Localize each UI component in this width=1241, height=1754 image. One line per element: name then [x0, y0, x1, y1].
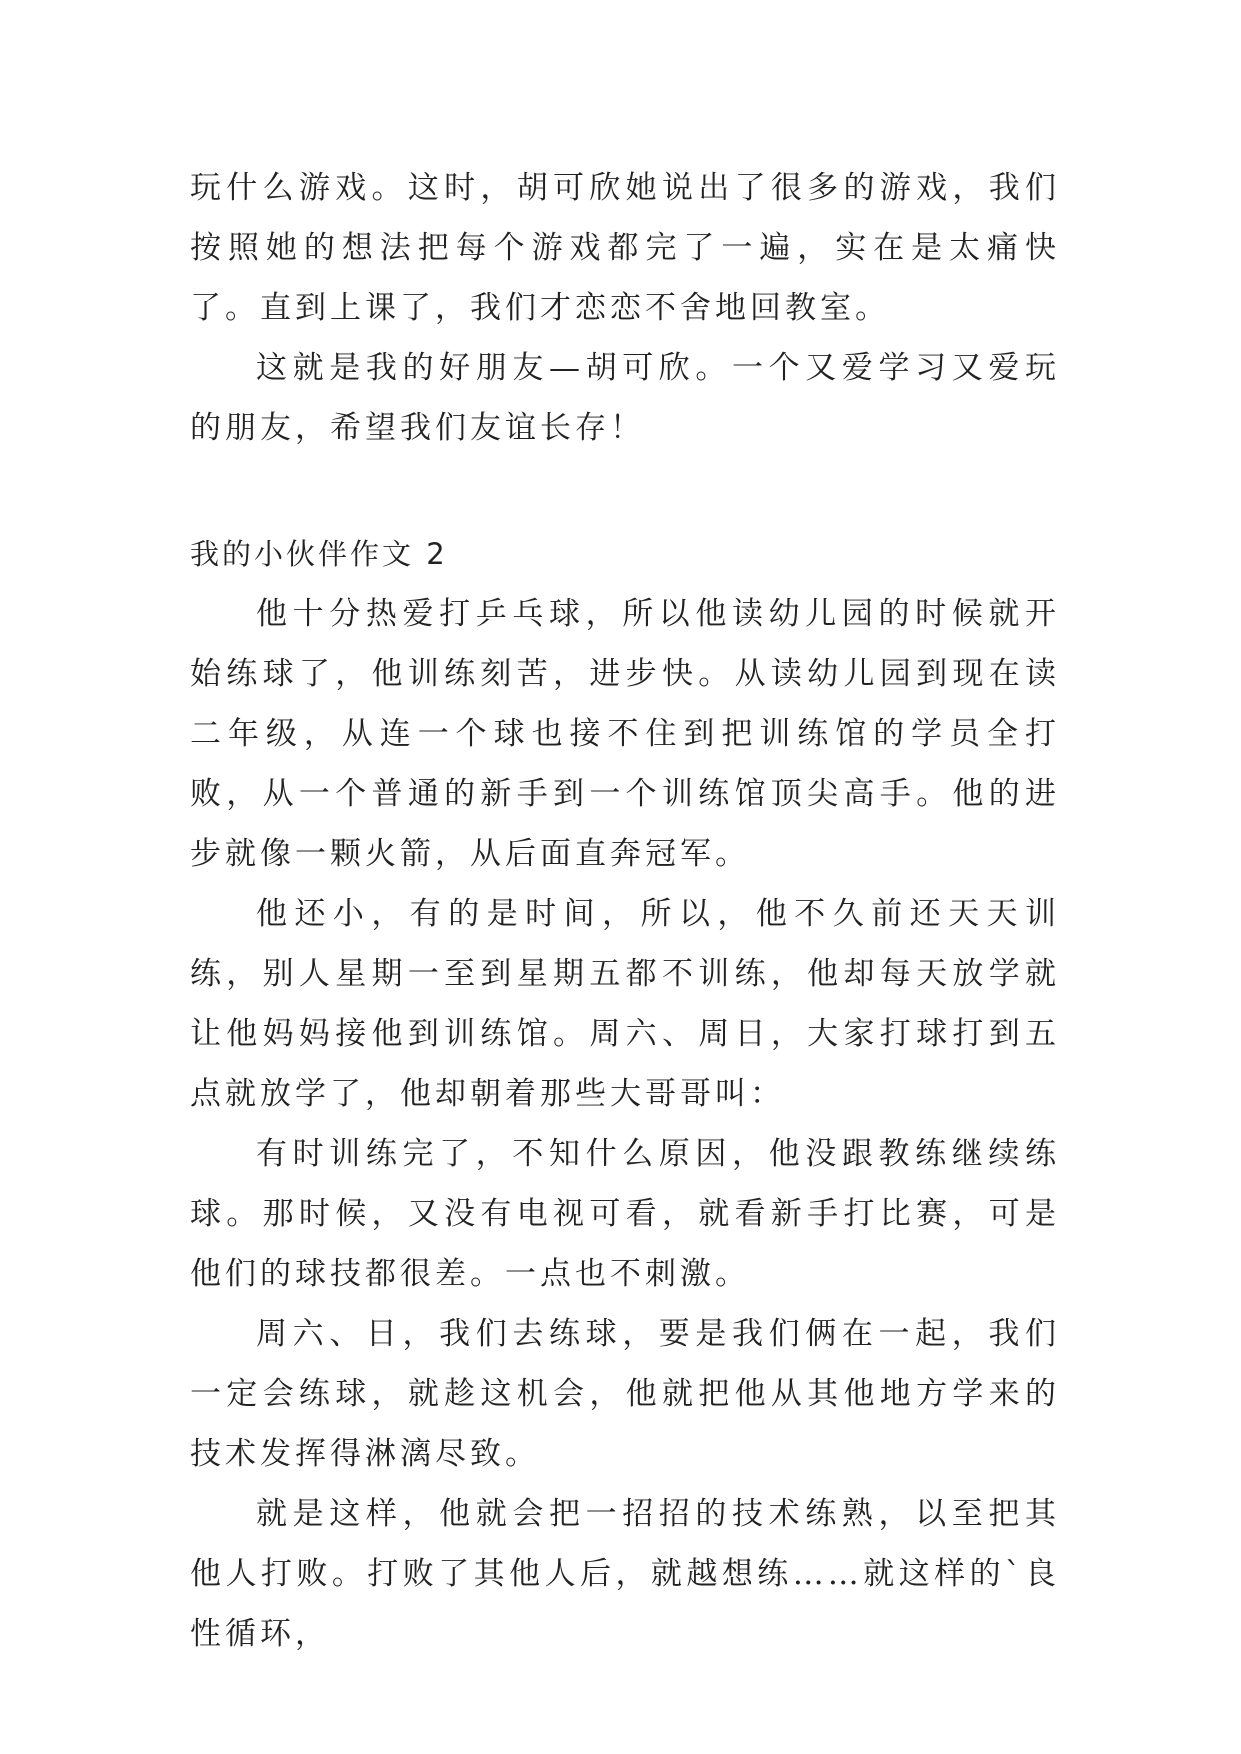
paragraph-closing: 这就是我的好朋友—胡可欣。一个又爱学习又爱玩的朋友，希望我们友谊长存！ — [190, 350, 1060, 446]
section-heading: 我的小伙伴作文 2 — [190, 537, 448, 571]
paragraph-continued: 玩什么游戏。这时，胡可欣她说出了很多的游戏，我们按照她的想法把每个游戏都完了一遍，实在是太痛快了。直到上课了，我们才恋恋不舍地回教室。 — [190, 170, 1060, 326]
document-body — [190, 158, 1060, 1664]
section-gap — [190, 458, 1060, 524]
paragraph: 他十分热爱打乒乓球，所以他读幼儿园的时候就开始练球了，他训练刻苦，进步快。从读幼儿园到现在读二年级，从连一个球也接不住到把训练馆的学员全打败，从一个普通的新手到一个训练馆顶尖高手。他的进步就像一颗火箭，从后面直奔冠军。 — [190, 596, 1060, 872]
paragraph: 有时训练完了，不知什么原因，他没跟教练继续练球。那时候，又没有电视可看，就看新手打比赛，可是他们的球技都很差。一点也不刺激。 — [190, 1136, 1060, 1292]
paragraph: 就是这样，他就会把一招招的技术练熟，以至把其他人打败。打败了其他人后，就越想练……就这样的`良性循环， — [190, 1496, 1060, 1652]
paragraph: 他还小，有的是时间，所以，他不久前还天天训练，别人星期一至到星期五都不训练，他却每天放学就让他妈妈接他到训练馆。周六、周日，大家打球打到五点就放学了，他却朝着那些大哥哥叫： — [190, 896, 1060, 1112]
paragraph: 周六、日，我们去练球，要是我们俩在一起，我们一定会练球，就趁这机会，他就把他从其他地方学来的技术发挥得淋漓尽致。 — [190, 1316, 1060, 1472]
